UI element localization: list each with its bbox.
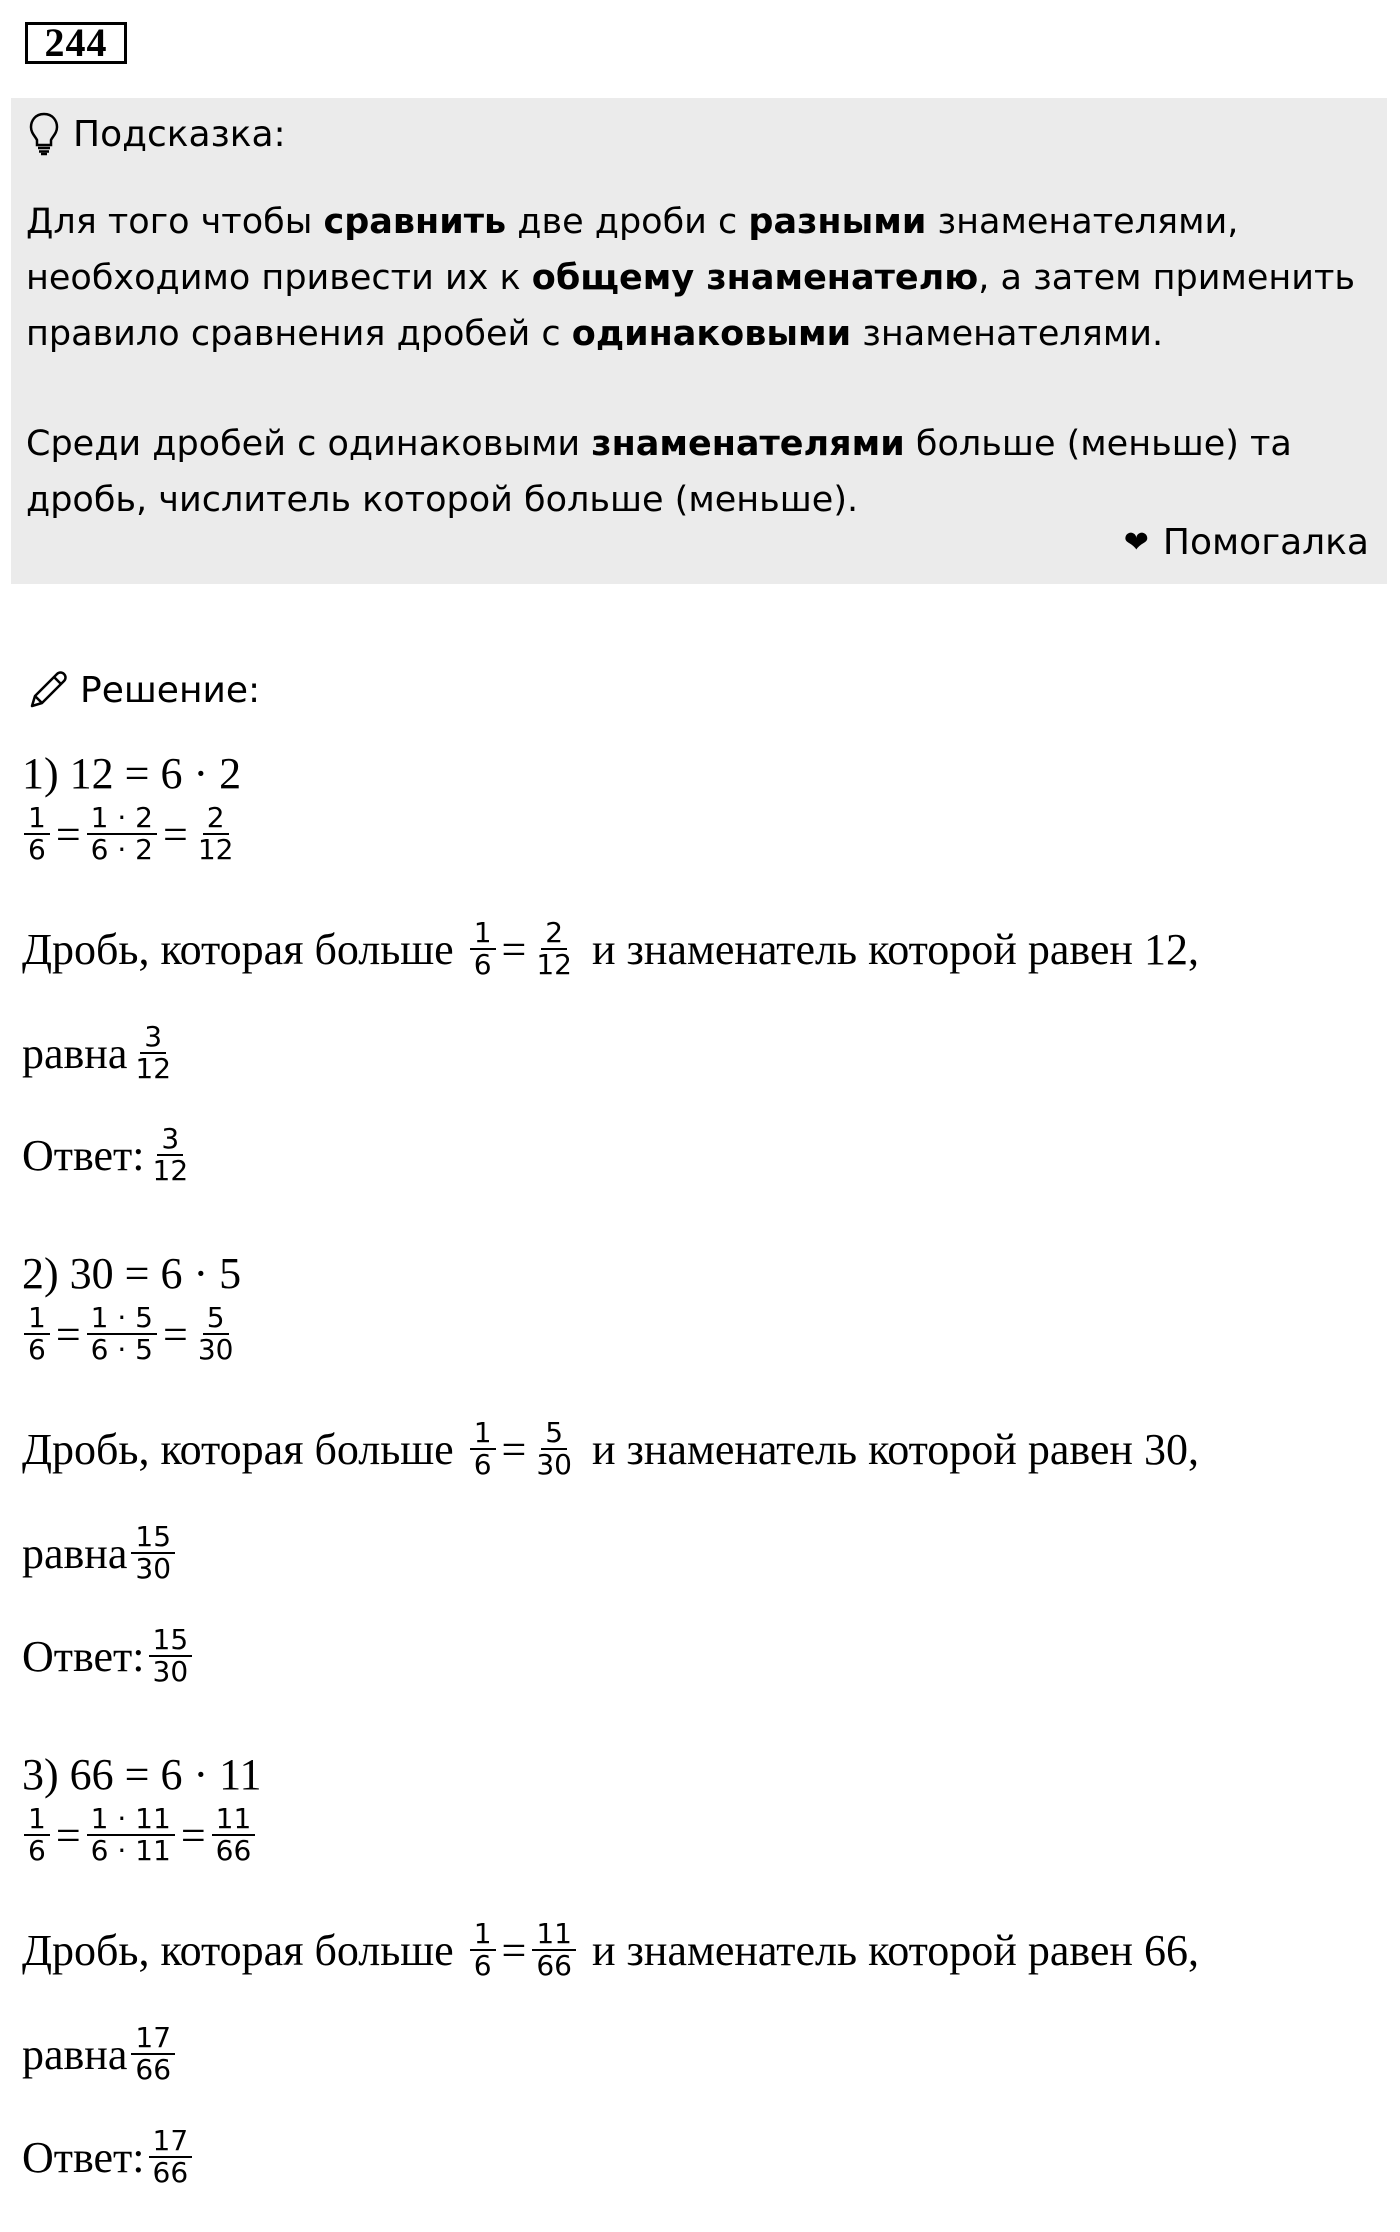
fraction xyxy=(87,803,157,865)
hint-text: знаменателями, необходимо привести их к xyxy=(26,202,1239,298)
hint-paragraph-1 xyxy=(26,194,1367,362)
equals-label: равна xyxy=(22,1028,128,1078)
fraction-numerator: 5 xyxy=(203,1303,229,1335)
hint-emphasis: одинаковыми xyxy=(571,314,852,354)
credit-label: Помогалка xyxy=(1162,522,1369,563)
task-number: 244 xyxy=(25,22,127,64)
result-line xyxy=(22,1022,179,1084)
answer-label: Ответ: xyxy=(22,1631,145,1681)
fraction-numerator: 17 xyxy=(149,2126,193,2158)
fraction-denominator: 12 xyxy=(135,1052,172,1085)
fraction xyxy=(194,1303,238,1365)
equals-sign: = xyxy=(501,924,527,974)
fraction-denominator: 6 xyxy=(473,1949,492,1982)
equals-sign: = xyxy=(501,1424,527,1474)
fraction xyxy=(149,1625,193,1687)
fraction-denominator: 66 xyxy=(135,2053,172,2086)
fraction-numerator: 1 xyxy=(24,803,50,835)
fraction xyxy=(470,918,496,980)
result-line xyxy=(22,2023,179,2085)
answer-label: Ответ: xyxy=(22,1130,145,1180)
fraction-numerator: 11 xyxy=(212,1804,256,1836)
fraction-chain xyxy=(20,1804,259,1866)
fraction xyxy=(87,1303,157,1365)
fraction-denominator: 6 · 11 xyxy=(90,1834,171,1867)
fraction-denominator: 30 xyxy=(536,1448,572,1481)
sentence-end: и знаменатель которой равен 12, xyxy=(591,924,1199,974)
result-line xyxy=(22,1522,179,1584)
hint-text: Среди дробей с одинаковыми xyxy=(26,424,592,464)
fraction-numerator: 1 xyxy=(24,1303,50,1335)
fraction-denominator: 12 xyxy=(197,833,234,866)
fraction-numerator: 1 · 11 xyxy=(87,1804,175,1836)
fraction-denominator: 30 xyxy=(197,1333,234,1366)
step-header: 1) 12 = 6 · 2 xyxy=(22,749,242,798)
fraction-denominator: 6 · 2 xyxy=(90,833,153,866)
fraction-numerator: 3 xyxy=(157,1124,183,1156)
hint-title: Подсказка: xyxy=(73,113,286,155)
sentence-start: Дробь, которая больше xyxy=(22,924,454,974)
heart-icon: ❤ xyxy=(1123,525,1149,560)
comparison-sentence xyxy=(22,1919,1199,1981)
hint-text: больше (меньше) та дробь, числитель которой больше (меньше). xyxy=(26,424,1292,520)
fraction xyxy=(131,1522,175,1584)
equals-sign: = xyxy=(501,1925,527,1975)
sentence-end: и знаменатель которой равен 66, xyxy=(591,1925,1199,1975)
fraction-numerator: 1 xyxy=(470,918,496,950)
hint-credit[interactable] xyxy=(1124,522,1369,563)
fraction-numerator: 2 xyxy=(541,918,567,950)
hint-emphasis: сравнить xyxy=(323,202,507,242)
pencil-icon xyxy=(26,668,70,712)
step-header: 3) 66 = 6 · 11 xyxy=(22,1750,262,1799)
hint-box xyxy=(11,98,1387,584)
fraction xyxy=(131,2023,175,2085)
fraction-numerator: 1 xyxy=(470,1418,496,1450)
fraction-numerator: 5 xyxy=(541,1418,567,1450)
hint-paragraph-2 xyxy=(26,416,1367,528)
answer-line xyxy=(22,2126,196,2188)
fraction xyxy=(131,1022,175,1084)
fraction-chain xyxy=(20,1303,241,1365)
sentence-end: и знаменатель которой равен 30, xyxy=(591,1424,1199,1474)
comparison-sentence xyxy=(22,1418,1199,1480)
fraction xyxy=(24,1804,50,1866)
fraction-denominator: 30 xyxy=(135,1552,172,1585)
fraction-denominator: 6 xyxy=(28,833,46,866)
hint-text: две дроби с xyxy=(506,202,749,242)
fraction-denominator: 6 xyxy=(473,948,492,981)
answer-line xyxy=(22,1625,196,1687)
fraction-denominator: 6 xyxy=(28,1834,46,1867)
lightbulb-icon xyxy=(29,112,59,156)
equals-sign: = xyxy=(163,809,188,859)
fraction xyxy=(532,1919,576,1981)
equals-sign: = xyxy=(163,1309,188,1359)
fraction-numerator: 1 xyxy=(470,1919,496,1951)
equals-sign: = xyxy=(55,1810,81,1860)
fraction xyxy=(149,2126,193,2188)
equals-sign: = xyxy=(55,809,81,859)
fraction-denominator: 6 xyxy=(28,1333,46,1366)
fraction-denominator: 12 xyxy=(152,1154,189,1187)
answer-line xyxy=(22,1124,196,1186)
fraction-numerator: 11 xyxy=(532,1919,576,1951)
comparison-sentence xyxy=(22,918,1199,980)
hint-text: Для того чтобы xyxy=(26,202,324,242)
fraction xyxy=(532,1418,576,1480)
hint-text: знаменателями. xyxy=(851,314,1164,354)
hint-header xyxy=(29,110,286,158)
solution-title: Решение: xyxy=(80,669,261,711)
equals-label: равна xyxy=(22,1528,128,1578)
fraction-numerator: 1 xyxy=(24,1804,50,1836)
fraction xyxy=(470,1418,496,1480)
fraction-numerator: 1 · 2 xyxy=(87,803,157,835)
fraction-numerator: 15 xyxy=(131,1522,175,1554)
hint-emphasis: общему знаменателю xyxy=(531,258,979,298)
fraction-numerator: 3 xyxy=(140,1022,166,1054)
fraction-numerator: 1 · 5 xyxy=(87,1303,157,1335)
sentence-start: Дробь, которая больше xyxy=(22,1925,454,1975)
solution-header xyxy=(26,668,260,712)
fraction xyxy=(470,1919,496,1981)
fraction-denominator: 30 xyxy=(152,1655,189,1688)
fraction xyxy=(212,1804,256,1866)
fraction-denominator: 6 · 5 xyxy=(90,1333,153,1366)
equals-sign: = xyxy=(55,1309,81,1359)
hint-emphasis: разными xyxy=(748,202,927,242)
hint-text: , а затем применить правило сравнения дробей с xyxy=(26,258,1356,354)
fraction-denominator: 66 xyxy=(536,1949,572,1982)
fraction-chain xyxy=(20,803,241,865)
fraction xyxy=(24,1303,50,1365)
fraction-denominator: 66 xyxy=(152,2156,189,2189)
answer-label: Ответ: xyxy=(22,2132,145,2182)
fraction-denominator: 66 xyxy=(215,1834,252,1867)
fraction-numerator: 2 xyxy=(203,803,229,835)
step-header: 2) 30 = 6 · 5 xyxy=(22,1249,242,1298)
hint-emphasis: знаменателями xyxy=(591,424,905,464)
fraction xyxy=(87,1804,175,1866)
fraction xyxy=(24,803,50,865)
sentence-start: Дробь, которая больше xyxy=(22,1424,454,1474)
fraction xyxy=(149,1124,193,1186)
equals-sign: = xyxy=(180,1810,206,1860)
fraction-denominator: 6 xyxy=(473,1448,492,1481)
fraction-numerator: 15 xyxy=(149,1625,193,1657)
fraction-denominator: 12 xyxy=(536,948,572,981)
fraction xyxy=(194,803,238,865)
fraction xyxy=(532,918,576,980)
equals-label: равна xyxy=(22,2029,128,2079)
fraction-numerator: 17 xyxy=(131,2023,175,2055)
